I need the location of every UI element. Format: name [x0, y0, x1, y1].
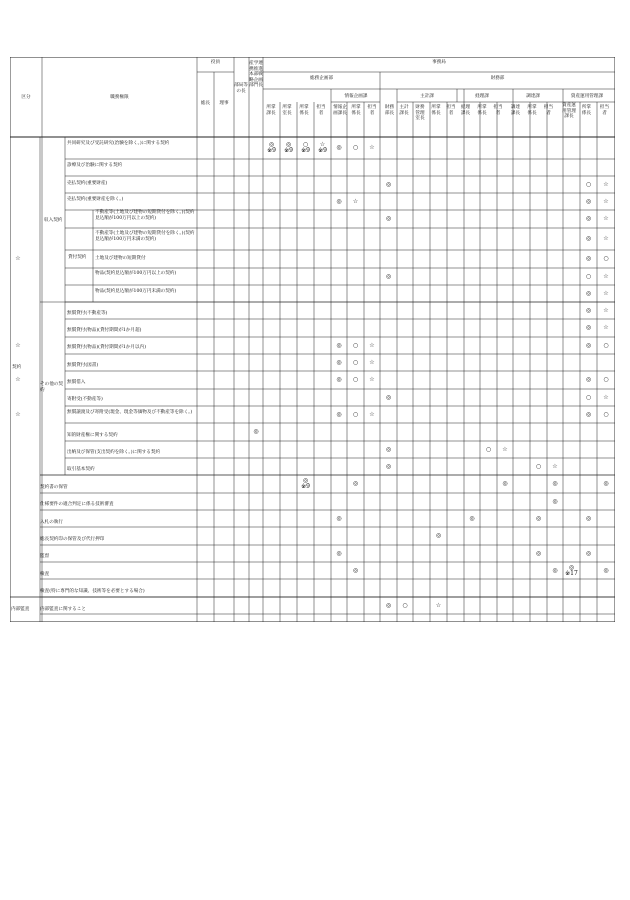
row-label-1: 共同研究及び受託研究(治験を除く。)に関する契約 — [67, 141, 170, 146]
authority-mark: ◎ — [253, 428, 259, 435]
authority-mark: ◎ — [585, 289, 592, 297]
role-keiri-1: 経理課長 — [460, 105, 471, 116]
header-kubun: 区分 — [21, 95, 31, 100]
role-somu-4: 担当者 — [316, 105, 326, 116]
header-zaimu-bucho: 財務部長 — [384, 105, 395, 116]
group-keiyaku: 契約 — [12, 365, 22, 370]
header-shokumu: 職務権限 — [110, 95, 129, 100]
authority-mark: ◎ ※9 — [284, 141, 293, 154]
row-label-26: 検査(特に専門的な知識、技術等を必要とする場合) — [40, 589, 145, 594]
authority-mark: ◎ — [535, 549, 542, 557]
authority-mark: ○ — [603, 376, 609, 383]
header-sangaku: 産学連携推進本部戦略企画部門長 — [249, 61, 263, 89]
authority-mark: ◎ — [435, 532, 442, 539]
role-shisan-1: 資産運用管理課長 — [562, 103, 576, 120]
authority-mark: ◎ — [385, 272, 392, 280]
role-chotatsu-3: 担当者 — [543, 105, 554, 116]
authority-mark: ◎ — [585, 215, 592, 222]
group-shunyu: 収入契約 — [44, 218, 63, 223]
row-label-19: 取引基本契約 — [67, 467, 95, 472]
authority-mark: ☆ — [603, 393, 609, 401]
authority-mark: ◎ — [585, 324, 592, 331]
authority-mark: ☆ — [603, 180, 609, 188]
header-zaimu: 財務部 — [490, 76, 505, 81]
authority-mark: ○ — [352, 358, 359, 366]
authority-mark: ○ — [535, 462, 542, 470]
role-shukei-1: 主計課長 — [399, 105, 409, 116]
authority-mark: ◎ — [585, 197, 592, 205]
row-label-11: 無償貸付(物品)(貸付期間が1か月超) — [67, 328, 142, 333]
header-bukyoku: 部局等の長 — [234, 83, 248, 94]
authority-mark: ◎ — [585, 514, 592, 522]
authority-mark: ◎ — [385, 393, 392, 401]
row-label-12: 無償貸付(物品)(貸付期間が1か月以内) — [67, 345, 146, 350]
authority-mark: ☆ — [603, 272, 609, 280]
role-joho-1: 情報企画課長 — [333, 105, 347, 116]
role-shukei-4: 担当者 — [446, 105, 456, 116]
authority-mark: ☆ — [603, 324, 609, 331]
authority-mark: ◎ — [585, 410, 592, 418]
authority-mark: ◎ — [385, 445, 392, 453]
authority-mark: ☆ — [369, 376, 375, 383]
authority-mark: ◎ — [585, 549, 592, 557]
authority-mark: ☆ — [15, 341, 21, 349]
authority-mark: ◎ — [603, 566, 609, 574]
authority-mark: ☆ — [603, 306, 609, 314]
authority-mark: ○ — [603, 255, 609, 262]
role-somu-2: 所掌室長 — [282, 105, 292, 116]
authority-mark: ☆ — [552, 462, 558, 470]
authority-mark: ◎ — [336, 341, 342, 349]
authority-mark: ☆ — [369, 341, 375, 349]
authority-mark: ◎ — [385, 180, 392, 188]
row-label-20: 契約書の保管 — [40, 485, 68, 490]
authority-mark: ◎ — [585, 376, 592, 383]
role-chotatsu-2: 所掌係長 — [527, 105, 537, 116]
role-chotatsu-1: 調達課長 — [510, 105, 521, 116]
authority-mark: ☆ — [15, 376, 21, 383]
authority-mark: ○ — [585, 272, 592, 280]
row-label-23: 総長契約印の保管及び代行押印 — [40, 537, 105, 542]
authority-mark: ◎ — [585, 235, 592, 242]
header-chotatsu-ka: 調達課 — [526, 94, 540, 99]
authority-mark: ◎ — [585, 306, 592, 314]
authority-mark: ☆ — [369, 144, 375, 151]
authority-mark: ◎ — [535, 514, 542, 522]
role-keiri-3: 担当者 — [493, 105, 503, 116]
authority-mark: ○ — [585, 393, 592, 401]
authority-mark: ○ — [603, 410, 609, 418]
role-keiri-2: 所掌係長 — [477, 105, 487, 116]
authority-mark: ◎ ※9 — [267, 141, 276, 154]
authority-mark: ◎ — [585, 255, 592, 262]
authority-mark: ◎ — [352, 480, 359, 487]
row-label-22: 入札の執行 — [40, 520, 63, 525]
authority-mark: ○ ※9 — [301, 141, 310, 154]
role-shukei-2: 財務管理室長 — [415, 105, 425, 122]
role-shisan-3: 担当者 — [599, 105, 610, 116]
header-joho-ka: 情報企画課 — [344, 94, 368, 99]
role-joho-2: 所掌係長 — [351, 105, 361, 116]
authority-mark: ◎ — [603, 480, 609, 487]
row-label-17: 知的財産権に関する契約 — [67, 433, 118, 438]
authority-mark: ◎ — [552, 566, 558, 574]
role-joho-3: 担当者 — [367, 105, 377, 116]
authority-mark: ☆ — [15, 255, 21, 262]
authority-mark: ☆ — [369, 410, 375, 418]
row-label-25: 検査 — [40, 572, 50, 577]
authority-mark: ◎ ※17 — [565, 563, 578, 577]
authority-mark: ☆ — [435, 601, 442, 609]
authority-mark: ◎ — [336, 410, 342, 418]
authority-mark: ☆ — [603, 235, 609, 242]
header-jimukyoku: 事務局 — [432, 60, 446, 65]
row-label-15: 寄附受(不動産等) — [67, 397, 103, 402]
row-label-6: 不動産等(土地及び建物の短期貸付を除く。)(契約見込額が100万円未満の契約) — [95, 231, 195, 242]
role-somu-1: 所掌課長 — [266, 105, 276, 116]
authority-mark: ☆ — [352, 197, 359, 205]
header-keiri-ka: 経理課 — [475, 94, 489, 99]
header-riji: 理事 — [219, 101, 229, 106]
authority-mark: ◎ — [552, 497, 558, 505]
row-label-9: 物品(契約見込額が100万円未満の契約) — [95, 289, 177, 294]
authority-mark: ☆ — [603, 289, 609, 297]
authority-mark: ◎ — [336, 376, 342, 383]
row-label-5: 不動産等(土地及び建物の短期貸付を除く。)(契約見込額が100万円以上の契約) — [95, 210, 195, 221]
authority-mark: ◎ — [385, 215, 392, 222]
row-label-3: 売払契約(重要財産) — [67, 181, 108, 186]
authority-mark: ◎ — [336, 197, 342, 205]
header-shukei-ka: 主計課 — [420, 94, 434, 99]
authority-mark: ◎ — [585, 341, 592, 349]
group-sonota: その他の契約 — [40, 382, 63, 393]
row-label-10: 無償貸付(不動産等) — [67, 311, 108, 316]
header-sokucho: 総長 — [200, 101, 211, 106]
authority-mark: ○ — [485, 445, 492, 453]
row-label-13: 無償貸付(図書) — [67, 363, 99, 368]
row-label-21: 仕様要件の適合判定に係る技術審査 — [40, 502, 114, 507]
authority-mark: ◎ — [352, 566, 359, 574]
authority-mark: ◎ — [385, 462, 392, 470]
header-somu: 総務企画部 — [310, 76, 333, 81]
authority-mark: ☆ — [502, 445, 508, 453]
authority-mark: ○ — [585, 180, 592, 188]
authority-mark: ○ — [402, 601, 408, 609]
authority-mark: ○ — [352, 410, 359, 418]
role-shukei-3: 所掌係長 — [431, 105, 441, 116]
group-naibu: 内部監査 — [11, 607, 30, 612]
row-label-24: 監督 — [40, 554, 50, 559]
role-shisan-2: 所掌係長 — [581, 105, 592, 116]
row-label-2: 診療及び治験に関する契約 — [67, 163, 123, 168]
authority-mark: ◎ — [552, 480, 558, 487]
authority-mark: ☆ — [603, 197, 609, 205]
row-label-27: 内部監査に関すること — [40, 607, 86, 612]
authority-mark: ☆ — [15, 410, 21, 418]
authority-mark: ○ — [603, 341, 609, 349]
header-yakuin: 役員 — [210, 60, 221, 65]
header-shisan-ka: 資産運用管理課 — [570, 94, 604, 99]
authority-mark: ○ — [352, 341, 359, 349]
authority-mark: ○ — [352, 144, 359, 151]
row-label-14: 無償借入 — [67, 380, 86, 385]
authority-mark: ◎ — [502, 480, 508, 487]
row-label-7: 土地及び建物の短期貸付 — [95, 256, 146, 261]
authority-mark: ☆ — [603, 215, 609, 222]
authority-mark: ◎ — [336, 549, 342, 557]
authority-mark: ◎ — [336, 144, 342, 151]
authority-mark: ◎ — [336, 358, 342, 366]
row-label-4: 売払契約(重要財産を除く。) — [67, 197, 124, 202]
authority-mark: ◎ — [469, 514, 475, 522]
authority-mark: ☆ ※9 — [318, 141, 327, 154]
authority-mark: ◎ — [385, 601, 392, 609]
authority-table — [10, 57, 615, 622]
authority-mark: ◎ ※9 — [301, 477, 310, 490]
row-label-8: 物品(契約見込額が100万円以上の契約) — [95, 271, 177, 276]
authority-mark: ○ — [352, 376, 359, 383]
group-kashitsuke: 貸付契約 — [68, 255, 87, 260]
row-label-18: 出納及び保管(支出契約を除く。)に関する契約 — [67, 450, 161, 455]
authority-mark: ☆ — [369, 358, 375, 366]
row-label-16: 無償譲渡及び寄附受(現金、現金等価物及び不動産等を除く。) — [67, 410, 193, 415]
role-somu-3: 所掌係長 — [299, 105, 309, 116]
authority-mark: ◎ — [336, 514, 342, 522]
